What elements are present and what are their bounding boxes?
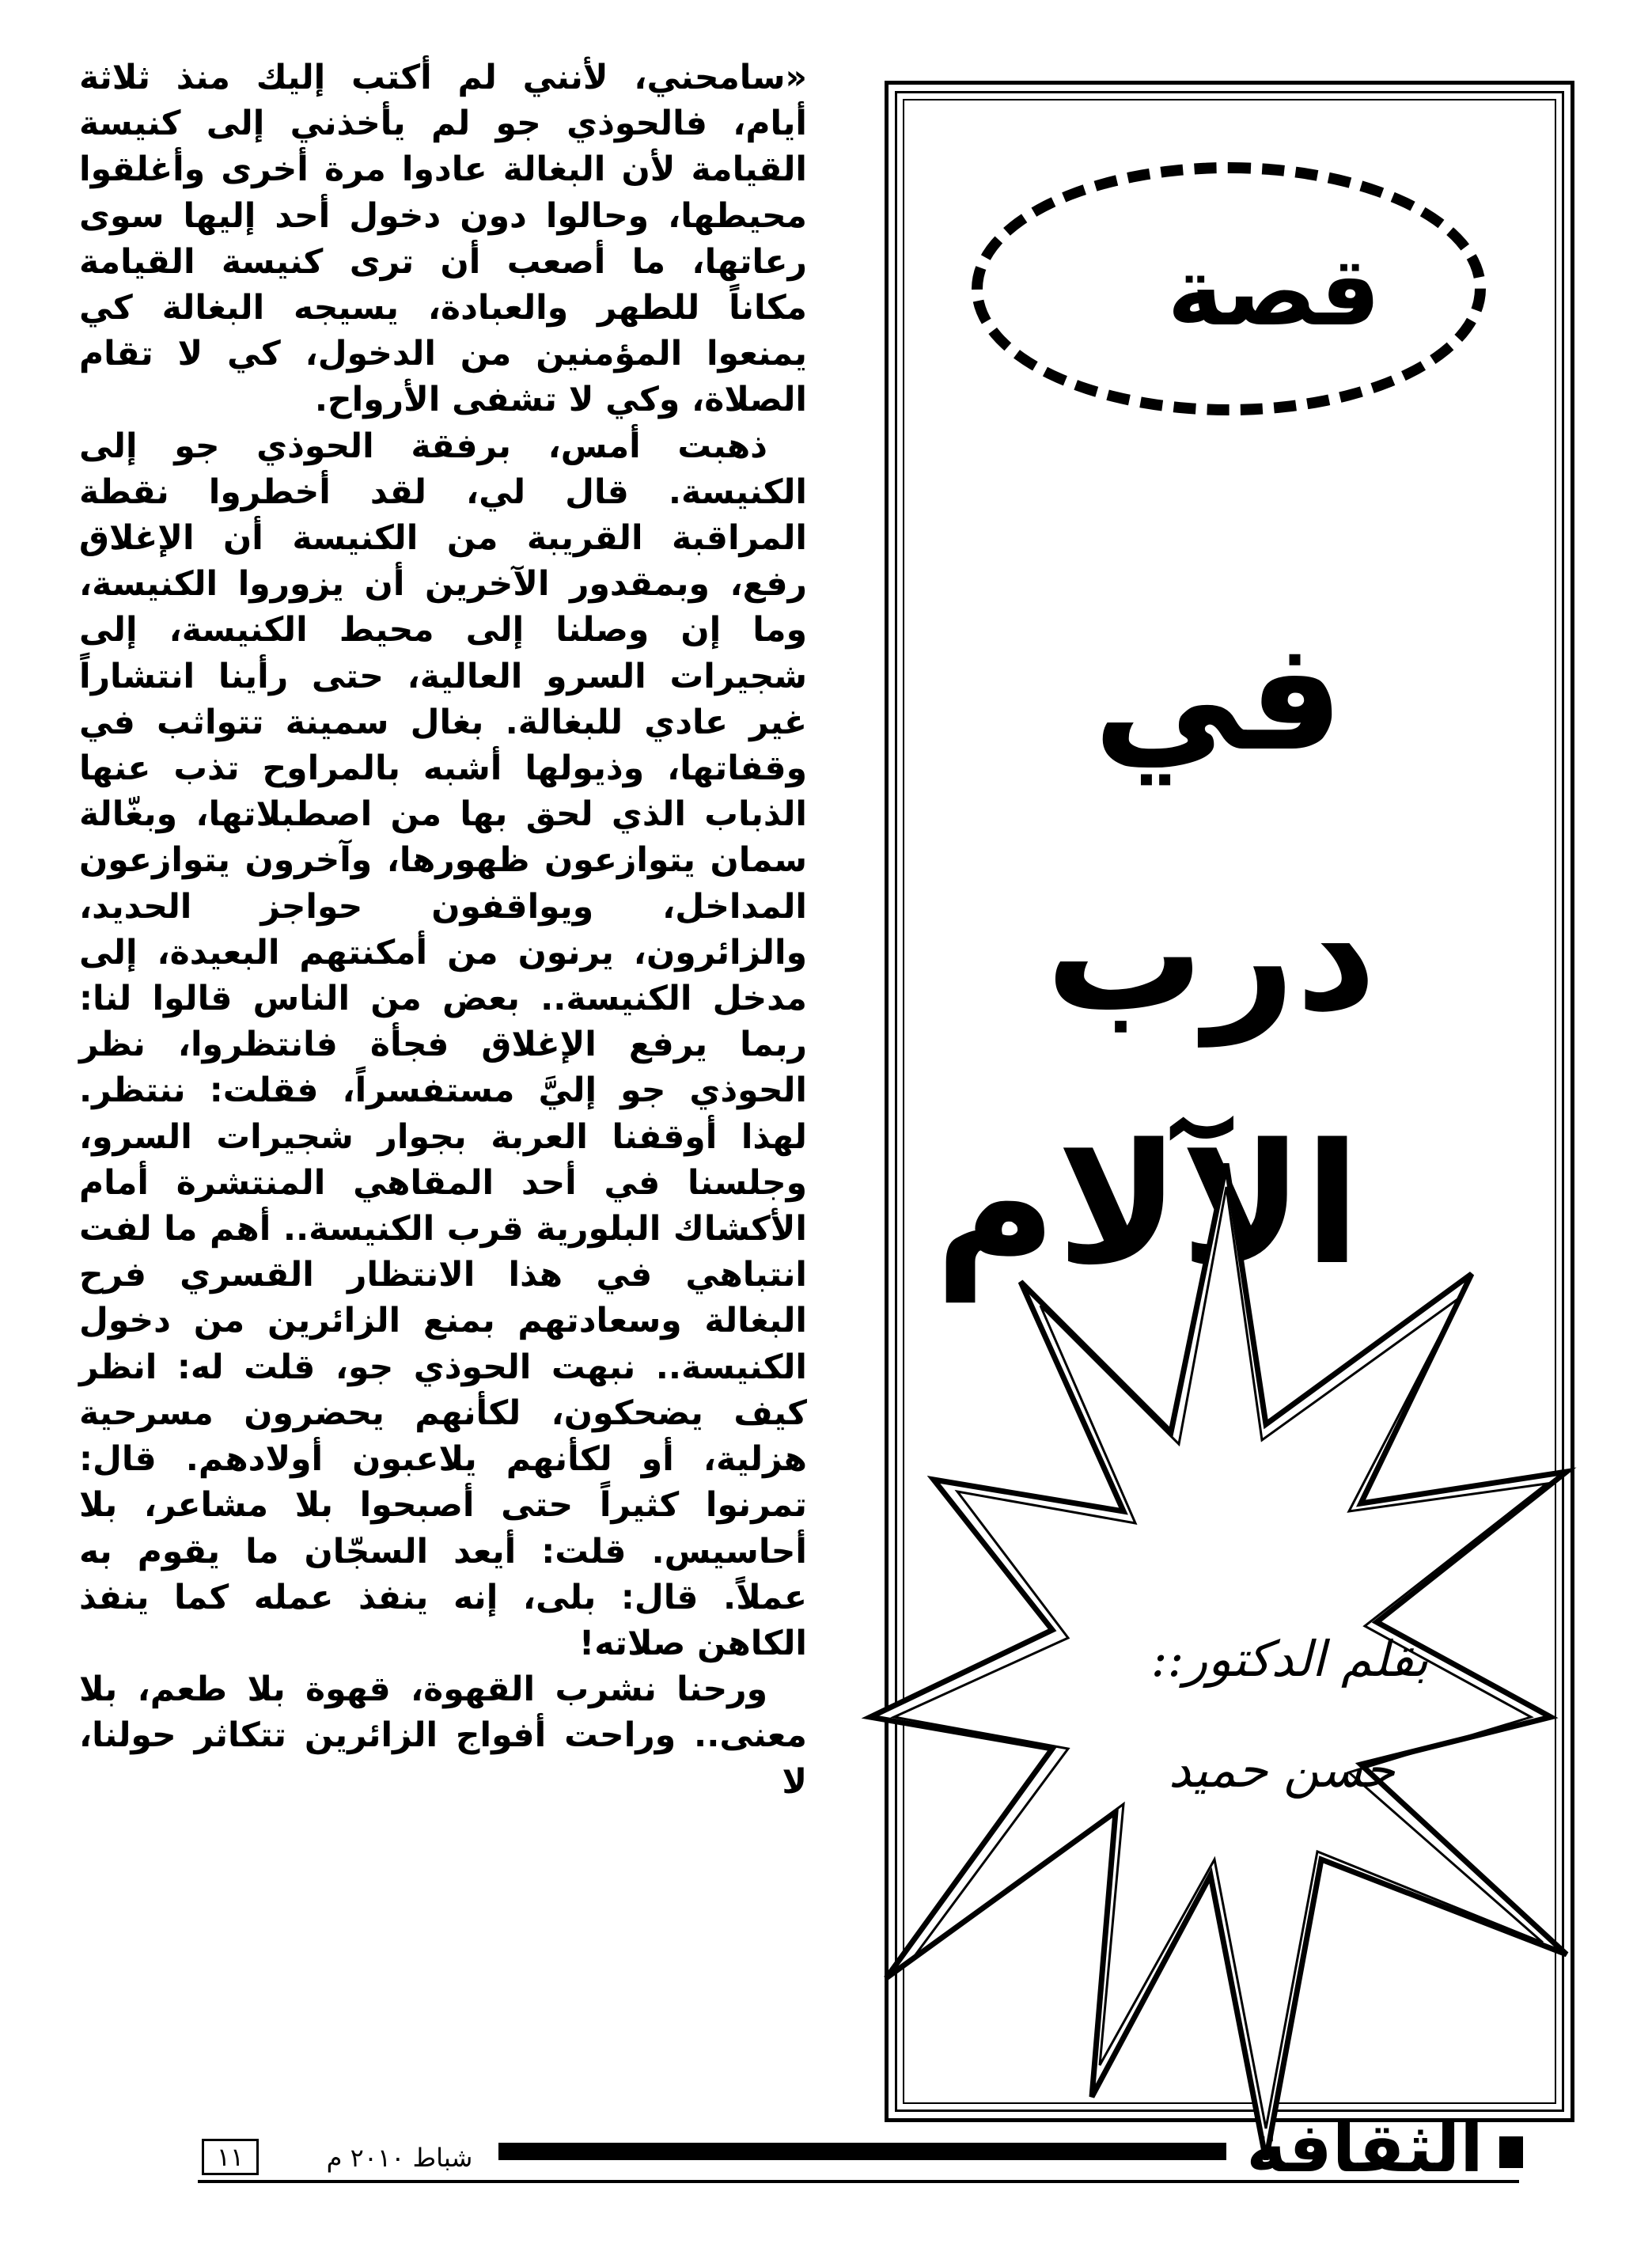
- byline-label: بقلم الدكتور::: [1150, 1630, 1429, 1688]
- magazine-logo: الثقافة: [1246, 2109, 1483, 2188]
- article-paragraph-2: ذهبت أمس، برفقة الحوذي جو إلى الكنيسة. قال لي، لقد أخطروا نقطة المراقبة القريبة من الكنيسة أن الإغلاق رفع، وبمقدور الآخرين أن يزوروا الكنيسة، وما إن وصلنا إلى محيط الكنيسة، إلى شجيرات السرو العالية، حتى رأينا انتشاراً غير عادي للبغالة. بغال سمينة تتواثب في وقفاتها، وذيولها أشبه بالمراوح تذب عنها الذباب الذي لحق بها من اصطبلاتها، وبغّالة سمان يتوازعون ظهورها، وآخرون يتوازعون المداخل، ويواقفون حواجز الحديد، والزائرون، يرنون من أمكنتهم البعيدة، إلى مدخل الكنيسة.. بعض من الناس قالوا لنا: ربما يرفع الإغلاق فجأة فانتظروا، نظر الحوذي جو إليَّ مستفسراً، فقلت: ننتظر. لهذا أوقفنا العربة بجوار شجيرات السرو، وجلسنا في أحد المقاهي المنتشرة أمام الأكشاك البلورية قرب الكنيسة.. أهم ما لفت انتباهي في هذا الانتظار القسري فرح البغالة وسعادتهم بمنع الزائرين من دخول الكنيسة.. نبهت الحوذي جو، قلت له: انظر كيف يضحكون، لكأنهم يحضرون مسرحية هزلية، أو لكأنهم يلاعبون أولادهم. قال: تمرنوا كثيراً حتى أصبحوا بلا مشاعر، بلا أحاسيس. قلت: أيعد السجّان ما يقوم به عملاً. قال: بلى، إنه ينفذ عمله كما ينفذ الكاهن صلاته!: [79, 426, 807, 1663]
- title-word-pains: الآلام: [934, 1108, 1361, 1302]
- page-number: ١١: [202, 2139, 259, 2175]
- article-paragraph-3: ورحنا نشرب القهوة، قهوة بلا طعم، بلا معنى.. وراحت أفواج الزائرين تتكاثر حولنا، لا: [79, 1670, 807, 1802]
- author-name: حسن حميد: [1169, 1741, 1395, 1799]
- article-body: [79, 55, 807, 1806]
- issue-date: شباط ٢٠١٠ م: [326, 2143, 473, 2173]
- title-word-path: درب: [1045, 862, 1377, 1047]
- title-word-story: قصة: [1167, 237, 1381, 347]
- footer-black-bar: [498, 2143, 1226, 2160]
- article-paragraph-1: «سامحني، لأنني لم أكتب إليك منذ ثلاثة أيام، فالحوذي جو لم يأخذني إلى كنيسة القيامة لأن البغالة عادوا مرة أخرى وأغلقوا محيطها، وحالوا دون دخول أحد إليها سوى رعاتها، ما أصعب أن ترى كنيسة القيامة مكاناً للطهر والعبادة، يسيجه البغالة كي يمنعوا المؤمنين من الدخول، كي لا تقام الصلاة، وكي لا تشفى الأرواح.: [79, 59, 807, 420]
- logo-accent-bar: [1499, 2136, 1523, 2168]
- title-word-in: في: [1093, 609, 1344, 784]
